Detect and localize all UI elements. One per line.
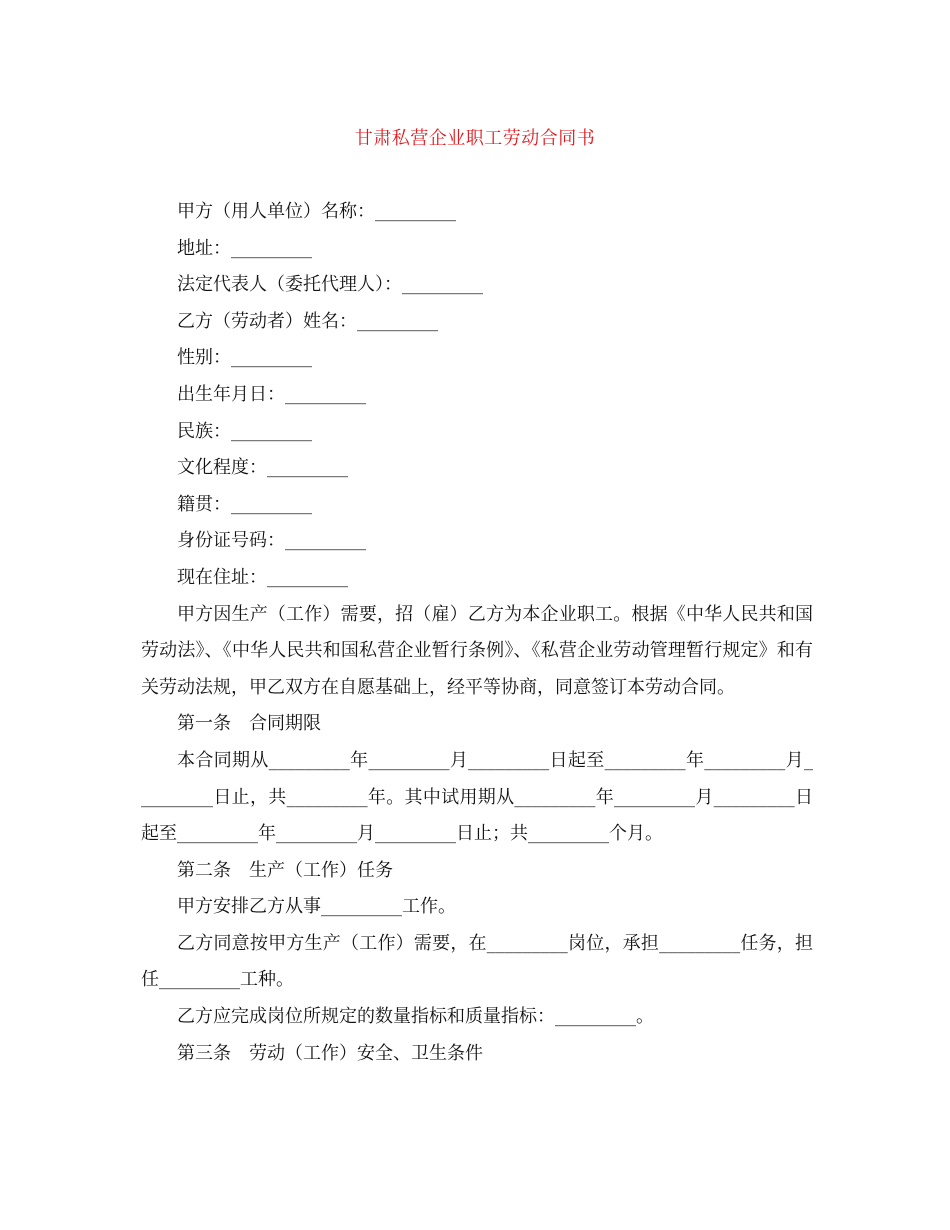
current-address-line: 现在住址：_________ <box>177 566 348 588</box>
article-1-heading: 第一条 合同期限 <box>177 713 321 735</box>
birthdate-line: 出生年月日：_________ <box>177 383 366 405</box>
document-title: 甘肃私营企业职工劳动合同书 <box>354 128 596 149</box>
article-2-heading: 第二条 生产（工作）任务 <box>177 859 393 881</box>
article-2-paragraph-3: 乙方应完成岗位所规定的数量指标和质量指标：_________。 <box>177 1006 654 1028</box>
article-1-paragraph: 本合同期从_________年_________月_________日起至_________年_________月_________日止，共_________年。其中试用期从_________年_________月_________日起至_________年_________月_________日止；共_________个月。 <box>141 749 813 845</box>
party-a-name-line: 甲方（用人单位）名称：_________ <box>177 201 456 222</box>
native-place-line: 籍贯：_________ <box>177 493 312 515</box>
education-line: 文化程度：_________ <box>177 457 348 479</box>
ethnicity-line: 民族：_________ <box>177 420 312 442</box>
gender-line: 性别：_________ <box>177 347 312 369</box>
document-body <box>141 194 813 1072</box>
intro-paragraph: 甲方因生产（工作）需要，招（雇）乙方为本企业职工。根据《中华人民共和国劳动法》、《中华人民共和国私营企业暂行条例》、《私营企业劳动管理暂行规定》和有关劳动法规，甲乙双方在自愿基础上，经平等协商，同意签订本劳动合同。 <box>141 603 813 698</box>
article-3-heading: 第三条 劳动（工作）安全、卫生条件 <box>177 1042 483 1064</box>
id-number-line: 身份证号码：_________ <box>177 530 366 552</box>
article-2-paragraph-2: 乙方同意按甲方生产（工作）需要，在_________岗位，承担_________任务，担任_________工种。 <box>141 932 813 991</box>
article-2-paragraph-1: 甲方安排乙方从事_________工作。 <box>177 896 456 918</box>
legal-representative-line: 法定代表人（委托代理人）：_________ <box>177 274 483 296</box>
party-b-name-line: 乙方（劳动者）姓名：_________ <box>177 310 438 332</box>
address-line: 地址：_________ <box>177 237 312 259</box>
